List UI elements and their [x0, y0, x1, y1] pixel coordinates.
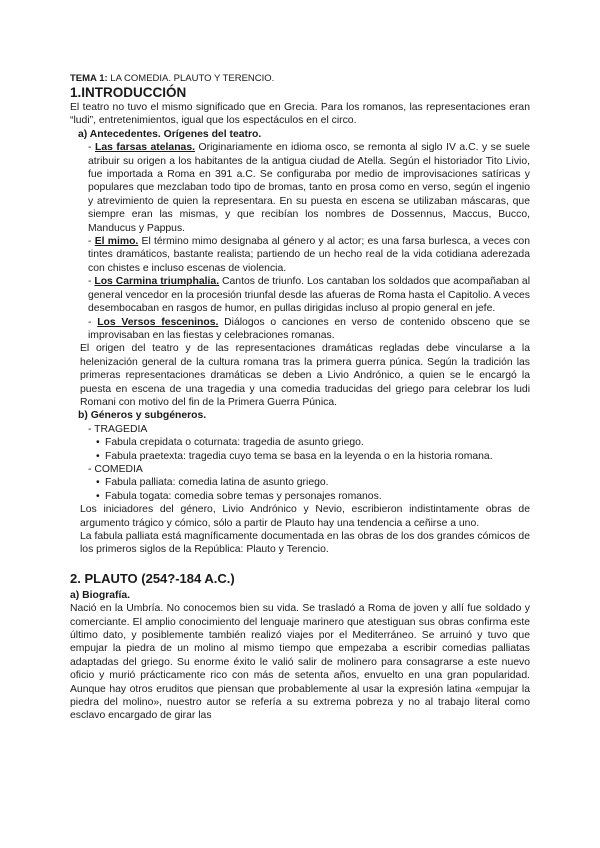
subsection-a-heading: a) Antecedentes. Orígenes del teatro. — [78, 128, 262, 140]
antecedent-item-mimo: - El mimo. El término mimo designaba al género y al actor; es una farsa burlesca, a veces con tintes dramáticos, bastante realista; partiendo de un hecho real de la vida cotidiana aderezada con chistes e incluso escenas de violencia. — [88, 236, 530, 274]
antecedent-item-carmina: - Los Carmina triumphalia. Cantos de triunfo. Los cantaban los soldados que acompañaban al general vencedor en la procesión triunfal desde las afueras de Roma hasta el Capitolio. A veces desembocaban en rasgos de humor, en pullas dirigidas incluso al propio general en jefe. — [88, 276, 530, 315]
closing-paragraph-1: Los iniciadores del género, Livio Andrónico y Nevio, escribieron indistintamente obras de argumento trágico y cómico, sólo a partir de Plauto hay una tendencia a ceñirse a uno. — [80, 504, 530, 529]
term-versos-fesceninos: Los Versos fesceninos. — [97, 316, 219, 328]
genre-comedia: - COMEDIA — [88, 463, 143, 475]
intro-paragraph: El teatro no tuvo el mismo significado que en Grecia. Para los romanos, las representaciones eran “ludi”, entretenimientos, igual que los espectáculos en el circo. — [70, 102, 530, 127]
antecedent-item-atelanas: - Las farsas atelanas. Originariamente en idioma osco, se remonta al siglo IV a.C. y se suele atribuir su origen a los habitantes de la antigua ciudad de Atella. Según el historiador Tito Livio, fue importada a Roma en 391 a.C. Se configuraba por medio de improvisaciones satíricas y populares que mezclaban todo tipo de bromas, tanto en prosa como en verso, según el ingenio y atrevimiento de quien la representara. En su puesta en escena se utilizaban máscaras, que siempre eran las mismas, y que recibían los nombres de Dossennus, Maccus, Bucco, Manducus y Pappus. — [88, 142, 530, 234]
tragedia-item-crepidata: • Fabula crepidata o coturnata: tragedia de asunto griego. — [96, 436, 530, 449]
section-1-heading: 1.INTRODUCCIÓN — [70, 85, 187, 100]
subsection-b-heading: b) Géneros y subgéneros. — [78, 410, 207, 422]
term-mimo: El mimo. — [94, 236, 139, 248]
document-topic-line — [70, 73, 530, 85]
term-farsas-atelanas: Las farsas atelanas. — [94, 142, 196, 154]
topic-label: TEMA 1: — [70, 73, 108, 84]
genre-tragedia: - TRAGEDIA — [88, 423, 148, 435]
document-page — [70, 73, 530, 723]
closing-paragraph-2: La fabula palliata está magníficamente documentada en las obras de los dos grandes cómicos de los primeros siglos de la República: Plauto y Terencio. — [80, 531, 530, 556]
section-2-subsection-a-heading: a) Biografía. — [70, 589, 131, 601]
topic-title: LA COMEDIA. PLAUTO Y TERENCIO. — [110, 73, 275, 84]
antecedent-item-fesceninos: - Los Versos fesceninos. Diálogos o canciones en verso de contenido obsceno que se improvisaban en las fiestas y celebraciones romanas. — [88, 316, 530, 341]
term-carmina-triumphalia: Los Carmina triumphalia. — [94, 276, 220, 288]
biography-paragraph: Nació en la Umbría. No conocemos bien su vida. Se trasladó a Roma de joven y allí fue soldado y comerciante. El amplio conocimiento del lenguaje marinero que atestiguan sus obras confirma este último dato, y posiblemente también realizó viajes por el Mediterráneo. Se arruinó y tuvo que empujar la piedra de un molino al mismo tiempo que empezaba a escribir comedias palliatas adaptadas del griego. Su enorme éxito le valió salir de molinero para consagrarse a este nuevo oficio y murió prácticamente rico con más de setenta años, envuelto en una gran popularidad. Aunque hay otros eruditos que piensan que probablemente al usar la expresión latina «empujar la piedra del molino», nuestro autor se refería a su extrema pobreza y no al trabajo literal como esclavo encargado de girar las — [70, 603, 530, 722]
comedia-item-palliata: • Fabula palliata: comedia latina de asunto griego. — [96, 476, 530, 489]
origin-paragraph: El origen del teatro y de las representaciones dramáticas regladas debe vincularse a la helenización general de la cultura romana tras la primera guerra púnica. Según la tradición las primeras representaciones dramáticas se deben a Livio Andrónico, a quien se le encargó la puesta en escena de una tragedia y una comedia traducidas del griego para celebrar los ludi Romani con motivo del fin de la Primera Guerra Púnica. — [80, 343, 530, 408]
comedia-item-togata: • Fabula togata: comedia sobre temas y personajes romanos. — [96, 490, 530, 503]
tragedia-item-praetexta: • Fabula praetexta: tragedia cuyo tema se basa en la leyenda o en la historia romana. — [96, 450, 530, 463]
section-2-heading: 2. PLAUTO (254?-184 A.C.) — [70, 570, 235, 586]
